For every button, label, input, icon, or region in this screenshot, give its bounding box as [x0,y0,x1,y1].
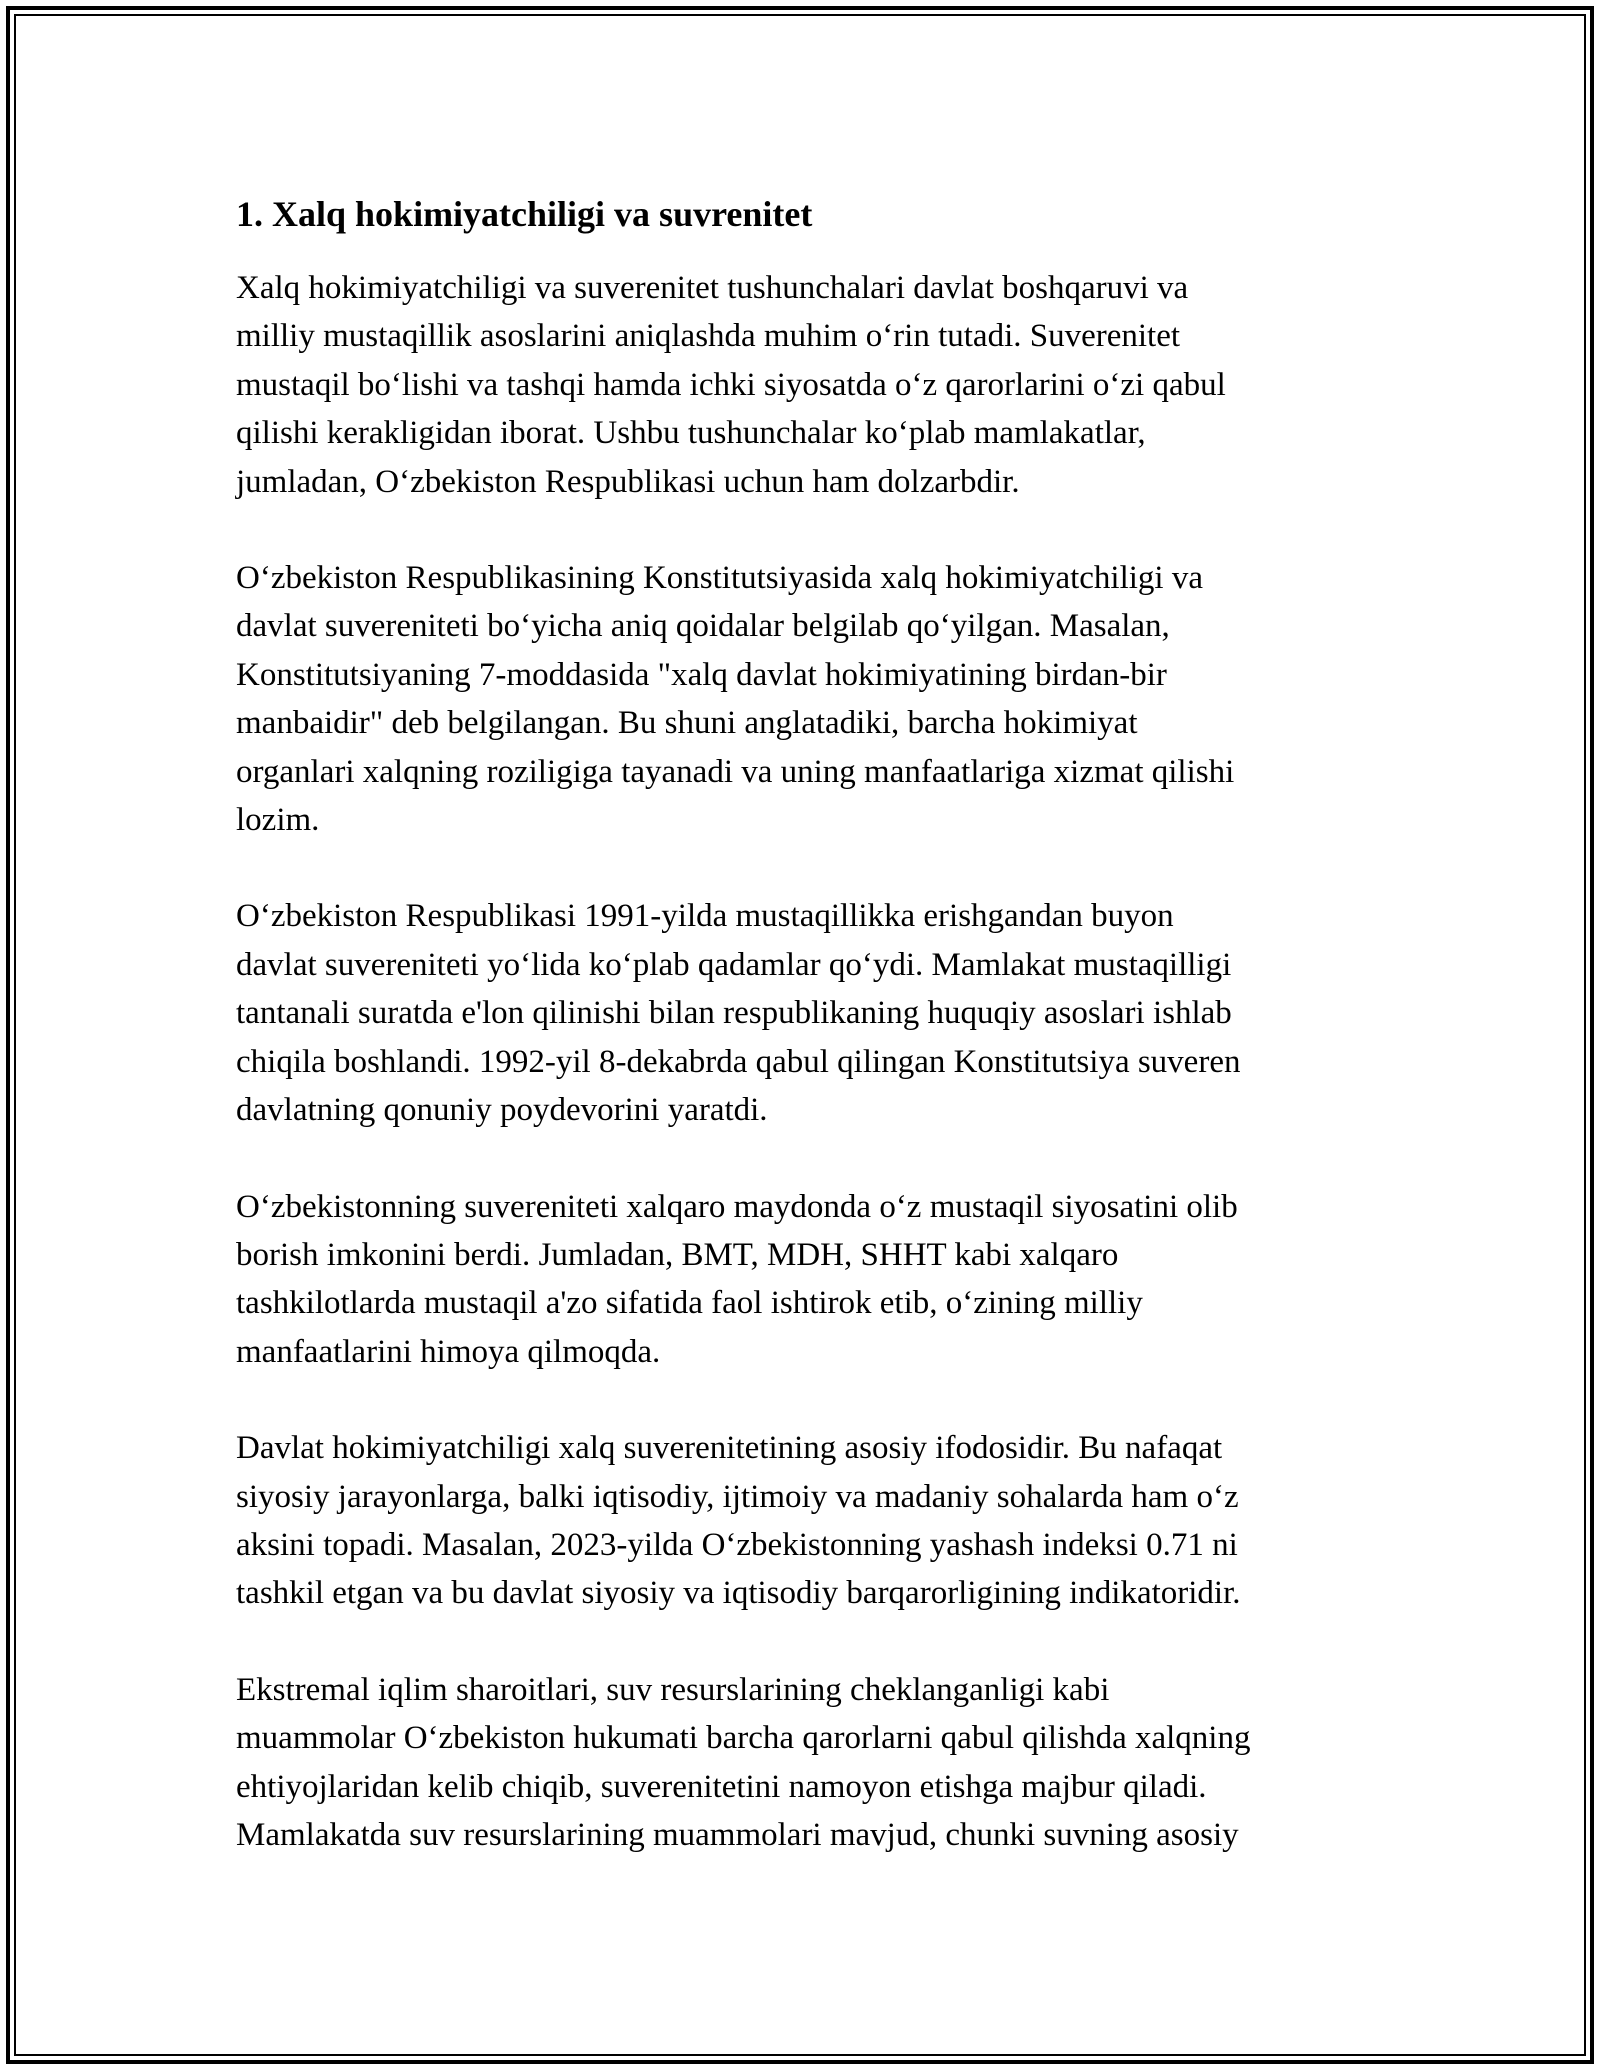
paragraph-5 [236,1424,1386,1618]
text-line: chiqila boshlandi. 1992-yil 8-dekabrda qabul qilingan Konstitutsiya suveren [236,1043,1241,1080]
text-line: Mamlakatda suv resurslarining muammolari mavjud, chunki suvning asosiy [236,1816,1239,1853]
text-line: Konstitutsiyaning 7-moddasida "xalq davlat hokimiyatining birdan-bir [236,656,1167,693]
text-line: O‘zbekiston Respublikasining Konstitutsiyasida xalq hokimiyatchiligi va [236,560,1203,597]
paragraph-3 [236,892,1386,1134]
text-line: jumladan, O‘zbekiston Respublikasi uchun ham dolzarbdir. [236,463,1020,500]
section-heading: 1. Xalq hokimiyatchiligi va suvrenitet [236,194,813,234]
text-line: qilishi kerakligidan iborat. Ushbu tushunchalar ko‘plab mamlakatlar, [236,415,1146,452]
paragraph-2 [236,554,1386,844]
text-line: manfaatlarini himoya qilmoqda. [236,1333,661,1370]
text-line: lozim. [236,802,320,839]
text-line: davlatning qonuniy poydevorini yaratdi. [236,1092,768,1129]
text-line: tashkilotlarda mustaqil a'zo sifatida faol ishtirok etib, o‘zining milliy [236,1285,1143,1322]
text-line: Davlat hokimiyatchiligi xalq suverenitetining asosiy ifodosidir. Bu nafaqat [236,1430,1223,1467]
text-line: mustaqil bo‘lishi va tashqi hamda ichki siyosatda o‘z qarorlarini o‘zi qabul [236,366,1226,403]
text-line: O‘zbekiston Respublikasi 1991-yilda mustaqillikka erishgandan buyon [236,898,1174,935]
document-body [236,184,1386,1907]
text-line: aksini topadi. Masalan, 2023-yilda O‘zbekistonning yashash indeksi 0.71 ni [236,1526,1238,1563]
text-line: O‘zbekistonning suvereniteti xalqaro maydonda o‘z mustaqil siyosatini olib [236,1188,1238,1225]
paragraph-4 [236,1183,1386,1377]
text-line: organlari xalqning roziligiga tayanadi va uning manfaatlariga xizmat qilishi [236,753,1235,790]
text-line: milliy mustaqillik asoslarini aniqlashda muhim o‘rin tutadi. Suverenitet [236,318,1181,355]
text-line: davlat suvereniteti yo‘lida ko‘plab qadamlar qo‘ydi. Mamlakat mustaqilligi [236,946,1232,983]
text-line: manbaidir" deb belgilangan. Bu shuni anglatadiki, barcha hokimiyat [236,705,1138,742]
paragraph-6 [236,1666,1386,1860]
text-line: davlat suvereniteti bo‘yicha aniq qoidalar belgilab qo‘yilgan. Masalan, [236,608,1170,645]
text-line: tashkil etgan va bu davlat siyosiy va iqtisodiy barqarorligining indikatoridir. [236,1575,1241,1612]
text-line: borish imkonini berdi. Jumladan, BMT, MDH, SHHT kabi xalqaro [236,1236,1119,1273]
text-line: Xalq hokimiyatchiligi va suverenitet tushunchalari davlat boshqaruvi va [236,270,1189,306]
text-line: muammolar O‘zbekiston hukumati barcha qarorlarni qabul qilishda xalqning [236,1720,1251,1757]
paragraph-1 [236,264,1386,506]
text-line: Ekstremal iqlim sharoitlari, suv resurslarining cheklanganligi kabi [236,1671,1110,1708]
text-line: ehtiyojlaridan kelib chiqib, suverenitetini namoyon etishga majbur qiladi. [236,1768,1207,1805]
text-line: siyosiy jarayonlarga, balki iqtisodiy, ijtimoiy va madaniy sohalarda ham o‘z [236,1478,1239,1515]
text-line: tantanali suratda e'lon qilinishi bilan respublikaning huquqiy asoslari ishlab [236,995,1232,1032]
